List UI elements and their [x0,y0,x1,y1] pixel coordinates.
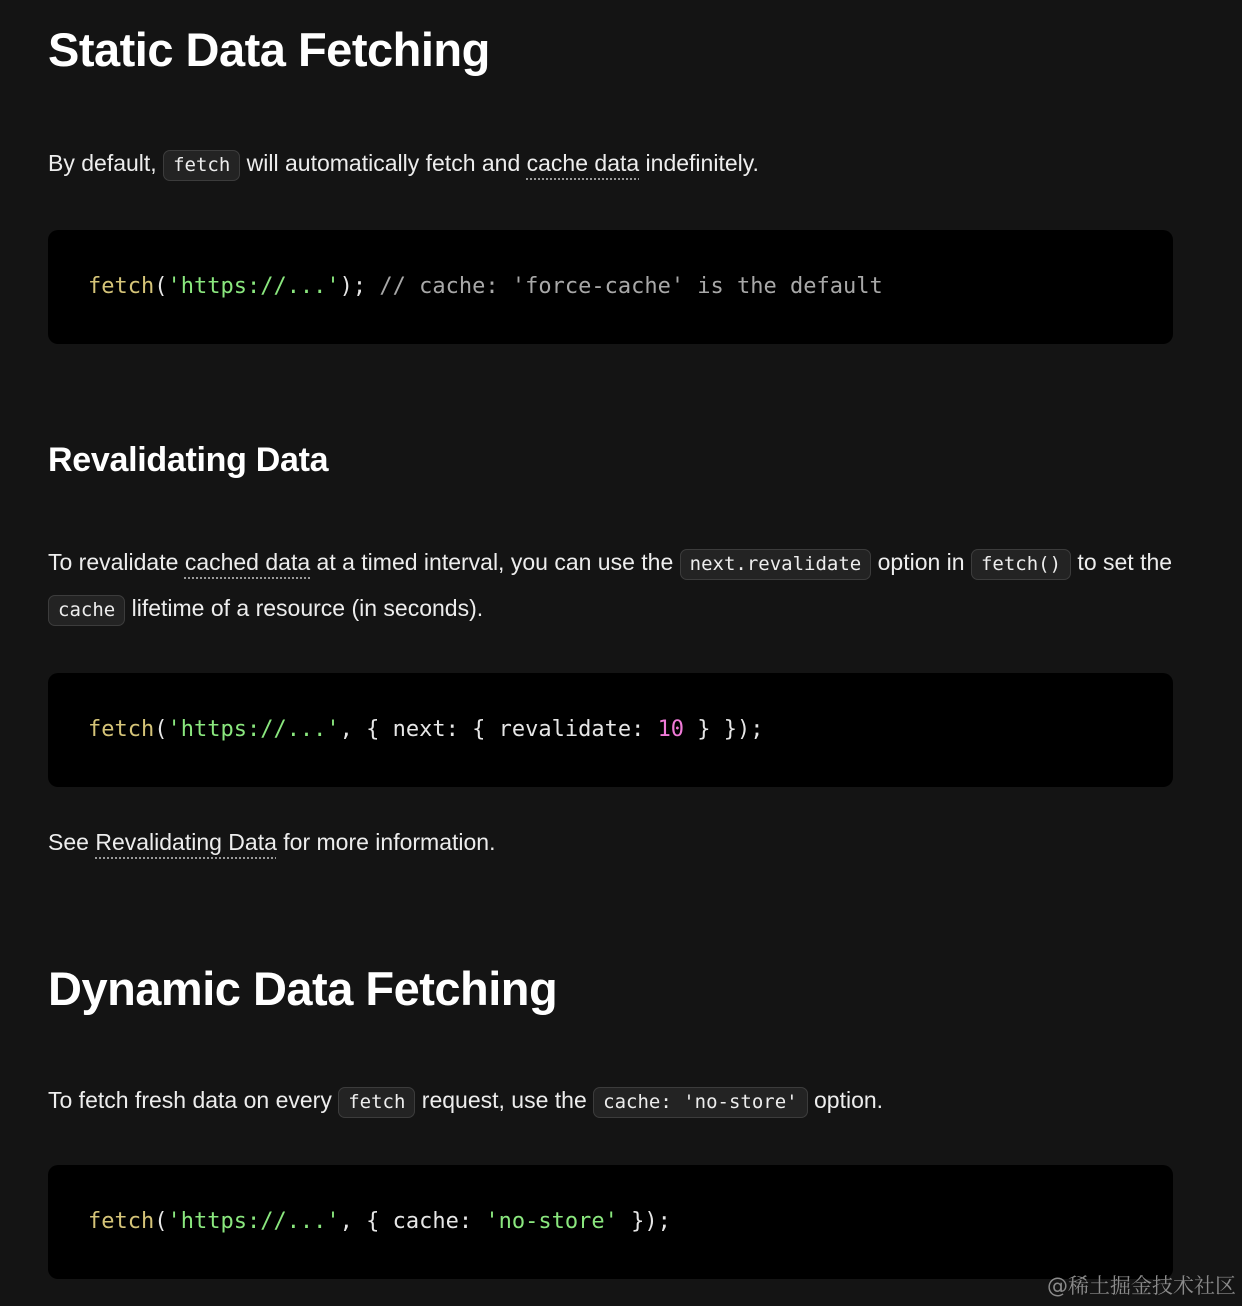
text-run: See [48,829,96,856]
inline-code-fetch: fetch [163,150,240,181]
inline-code-fetch-call: fetch() [971,549,1071,580]
inline-code-next-revalidate: next.revalidate [680,549,872,580]
link-revalidating-data[interactable]: Revalidating Data [95,829,277,856]
text-run: at a timed interval, you can use the [310,549,680,576]
paragraph-see-more [48,820,1173,864]
code-token-function: fetch [88,274,155,300]
code-token-punct: ( [154,717,168,743]
code-token-punct: } }); [684,717,764,743]
code-block-no-store-fetch [48,1165,1173,1279]
section-revalidating-data [48,440,1173,864]
doc-content [0,22,1242,1279]
section-dynamic-data-fetching [48,961,1173,1278]
text-run: To fetch fresh data on every [48,1086,339,1113]
text-run: To revalidate [48,549,185,576]
link-cached-data[interactable]: cached data [184,549,311,576]
code-token-punct: }); [617,1208,671,1234]
text-run: to set the [1071,549,1173,576]
paragraph-static-intro [48,141,1173,187]
paragraph-dynamic-intro [48,1078,1173,1124]
code-token-comment: // cache: 'force-cache' is the default [379,274,883,300]
heading-dynamic-data-fetching: Dynamic Data Fetching [48,962,558,1016]
text-run: indefinitely. [639,150,759,177]
code-token-number: 10 [657,717,685,743]
link-cache-data[interactable]: cache data [526,150,640,177]
inline-code-cache: cache [48,595,125,626]
code-token-string: 'https://...' [167,1208,340,1234]
heading-static-data-fetching: Static Data Fetching [48,23,490,76]
code-token-function: fetch [88,717,155,743]
code-token-punct: ( [154,1208,168,1234]
page [0,22,1242,1306]
text-run: request, use the [415,1086,594,1113]
code-token-string: 'no-store' [485,1208,618,1234]
text-run: for more information. [276,829,496,856]
code-token-punct: ( [154,274,168,300]
code-token-string: 'https://...' [167,274,340,300]
code-token-punct: ); [339,274,380,300]
code-token-string: 'https://...' [167,717,340,743]
inline-code-fetch: fetch [338,1087,415,1118]
text-run: option. [807,1086,884,1113]
watermark-juejin: @稀土掘金技术社区 [1047,1274,1236,1298]
text-run: lifetime of a resource (in seconds). [125,595,484,622]
paragraph-revalidating-intro [48,540,1173,632]
code-token-function: fetch [88,1208,155,1234]
heading-revalidating-data: Revalidating Data [48,441,329,480]
section-static-data-fetching [48,22,1173,344]
code-token-punct: , { cache: [339,1208,486,1234]
code-token-punct: , { next: { revalidate: [339,717,658,743]
code-block-revalidate-fetch [48,673,1173,787]
text-run: By default, [48,150,164,177]
code-block-static-fetch [48,230,1173,344]
inline-code-cache-no-store: cache: 'no-store' [593,1087,807,1118]
text-run: will automatically fetch and [240,150,527,177]
text-run: option in [871,549,971,576]
